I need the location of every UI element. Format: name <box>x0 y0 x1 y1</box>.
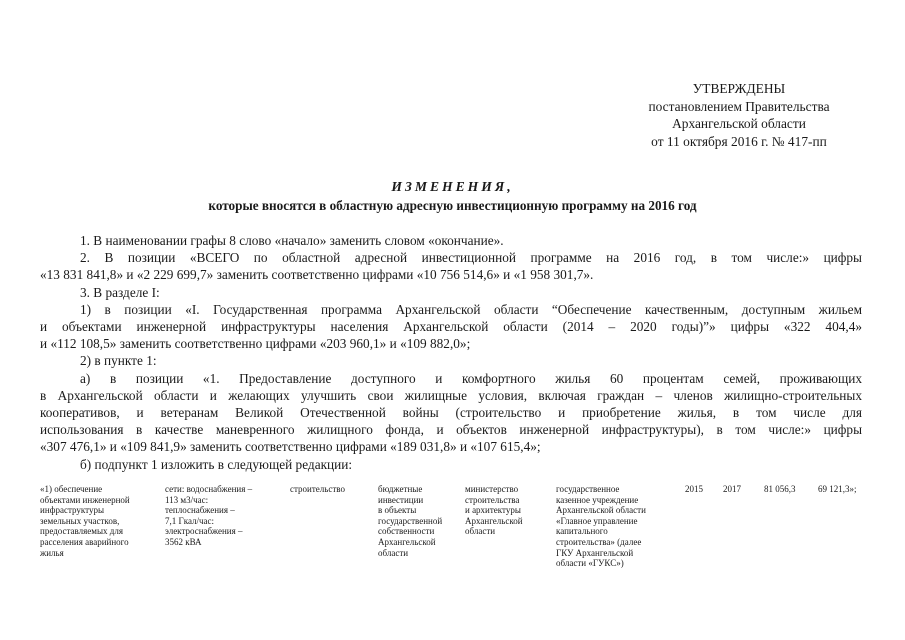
table-cell-line: 2017 <box>723 484 741 494</box>
table-cell-line: министерство <box>465 484 519 494</box>
table-cell-line: 7,1 Гкал/час: <box>165 515 215 526</box>
table-cell-line: «1) обеспечение <box>40 484 103 494</box>
table-cell-c8 <box>723 484 755 495</box>
document-title: ИЗМЕНЕНИЯ, <box>391 179 514 194</box>
table-cell-c10 <box>818 484 870 495</box>
paragraph-line: 2. В позиции «ВСЕГО по областной адресной инвестиционной программе на 2016 год, в том числе:» цифры <box>80 250 862 266</box>
table-cell-line: сети: водоснабжения – <box>165 484 253 494</box>
paragraph-line: «13 831 841,8» и «2 229 699,7» заменить соответственно цифрами «10 756 514,6» и «1 958 301,7». <box>40 267 594 283</box>
table-cell-line: электроснабжения – <box>165 526 243 537</box>
paragraph-line: и «112 108,5» заменить соответственно цифрами «203 960,1» и «109 882,0»; <box>40 336 471 352</box>
table-cell-line: теплоснабжения – <box>165 505 235 516</box>
approved-date: от 11 октября 2016 г. № 417-пп <box>651 133 827 149</box>
table-cell-line: казенное учреждение <box>556 494 639 505</box>
paragraph <box>40 301 862 353</box>
table-cell-line: бюджетные <box>378 484 423 494</box>
approved-region: Архангельской области <box>672 116 806 131</box>
paragraph-line: б) подпункт 1 изложить в следующей редакции: <box>80 456 353 472</box>
paragraph <box>40 232 862 249</box>
table-cell-line: строительства» (далее <box>556 536 642 547</box>
table-cell-line: и архитектуры <box>465 505 521 516</box>
paragraph <box>40 284 862 301</box>
paragraph-line: 1. В наименовании графы 8 слово «начало» заменить словом «окончание». <box>80 233 504 248</box>
table-cell-line: предоставляемых для <box>40 526 123 537</box>
paragraph-line: и объектами инженерной инфраструктуры населения Архангельской области (2014 – 2020 годы)”» цифры «322 404,4» <box>40 319 862 335</box>
paragraph-line: 1) в позиции «I. Государственная программа Архангельской области “Обеспечение качественным, доступным жильем <box>80 301 862 317</box>
table-cell-line: 113 м3/час: <box>165 494 209 505</box>
paragraph <box>40 370 862 456</box>
paragraph <box>40 352 862 369</box>
paragraph-line: 2) в пункте 1: <box>80 353 157 369</box>
table-cell-line: 69 121,3»; <box>818 484 857 494</box>
table-cell-c5 <box>465 484 549 537</box>
table-cell-line: Архангельской области <box>556 505 646 516</box>
table-cell-line: строительство <box>290 484 345 494</box>
table-cell-line: жилья <box>40 547 64 558</box>
table-cell-line: объектами инженерной <box>40 494 130 505</box>
table-cell-line: в объекты <box>378 505 417 516</box>
paragraph <box>40 456 862 473</box>
table-cell-c4 <box>378 484 462 558</box>
document-subtitle: которые вносятся в областную адресную инвестиционную программу на 2016 год <box>208 198 697 213</box>
table-cell-line: государственной <box>378 515 443 526</box>
table-cell-line: капитального <box>556 526 608 537</box>
table-cell-line: государственное <box>556 484 620 494</box>
table-cell-line: области <box>378 547 409 558</box>
approved-by: постановлением Правительства <box>648 98 830 114</box>
table-cell-line: 2015 <box>685 484 703 494</box>
table-cell-c9 <box>764 484 808 495</box>
paragraph-line: а) в позиции «1. Предоставление доступного и комфортного жилья 60 процентам семей, проживающих <box>80 370 862 386</box>
table-cell-line: Архангельской <box>465 515 523 526</box>
table-cell-c6 <box>556 484 671 569</box>
approved-heading: УТВЕРЖДЕНЫ <box>692 81 786 96</box>
table-cell-line: 81 056,3 <box>764 484 796 494</box>
paragraph-line: «307 476,1» и «109 841,9» заменить соответственно цифрами «189 031,8» и «107 615,4»; <box>40 439 541 455</box>
table-cell-line: 3562 кВА <box>165 536 202 547</box>
table-cell-line: расселения аварийного <box>40 536 129 547</box>
table-cell-line: Архангельской <box>378 536 436 547</box>
table-cell-c1 <box>40 484 158 558</box>
table-cell-line: собственности <box>378 526 435 537</box>
paragraph-line: кооперативов, и ветеранам Великой Отечественной войны (строительство и приобретение жилья, в том числе для <box>40 405 862 421</box>
table-cell-c2 <box>165 484 277 548</box>
document-body <box>40 232 862 473</box>
table-cell-line: земельных участков, <box>40 515 120 526</box>
table-cell-c7 <box>685 484 717 495</box>
paragraph <box>40 249 862 283</box>
paragraph-line: использования в качестве маневренного жилищного фонда, и объектов инженерной инфраструктуры), в том числе:» цифры <box>40 422 862 438</box>
table-cell-line: ГКУ Архангельской <box>556 547 634 558</box>
table-cell-line: инфраструктуры <box>40 505 104 516</box>
paragraph-line: в Архангельской области и желающих улучшить свои жилищные условия, включая граждан – членов жилищно-строительных <box>40 387 862 403</box>
table-cell-line: области «ГУКС») <box>556 558 624 569</box>
table-cell-c3 <box>290 484 370 495</box>
table-cell-line: области <box>465 526 496 537</box>
table-cell-line: «Главное управление <box>556 515 638 526</box>
approval-stamp <box>629 80 849 150</box>
table-cell-line: строительства <box>465 494 520 505</box>
table-cell-line: инвестиции <box>378 494 424 505</box>
paragraph-line: 3. В разделе I: <box>80 284 160 300</box>
